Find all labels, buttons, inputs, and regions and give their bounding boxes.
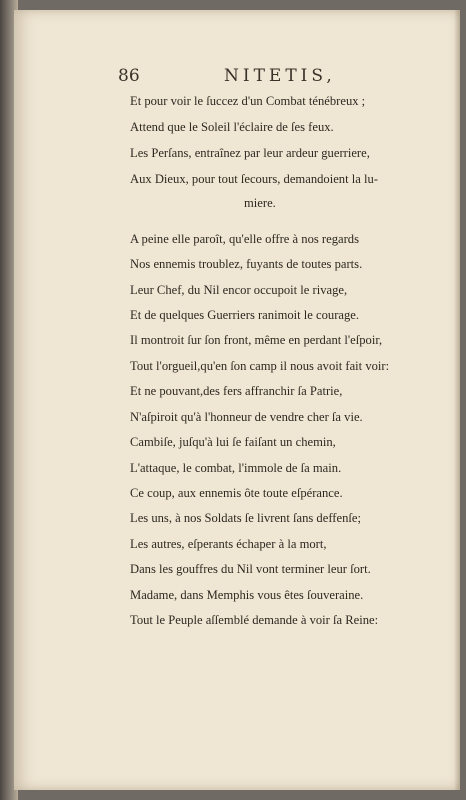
verse-line: L'attaque, le combat, l'immole de ſa main.	[130, 461, 342, 475]
verse-line: Madame, dans Memphis vous êtes ſouveraine.	[130, 588, 364, 602]
verse-line: Et pour voir le ſuccez d'un Combat ténébreux ;	[130, 94, 366, 108]
verse-line: Aux Dieux, pour tout ſecours, demandoient la lu-	[130, 172, 378, 186]
verse-line-continuation: miere.	[244, 196, 276, 210]
verse-line: N'aſpiroit qu'à l'honneur de vendre cher ſa vie.	[130, 410, 363, 424]
verse-line: Ce coup, aux ennemis ôte toute eſpérance.	[130, 486, 343, 500]
page-edge	[454, 10, 460, 790]
verse-line: Les Perſans, entraînez par leur ardeur guerriere,	[130, 146, 370, 160]
page-number: 86	[118, 66, 140, 86]
verse-line: A peine elle paroît, qu'elle offre à nos regards	[130, 232, 359, 246]
verse-line: Les uns, à nos Soldats ſe livrent ſans deffenſe;	[130, 511, 361, 525]
verse-line: Cambiſe, juſqu'à lui ſe faiſant un chemin,	[130, 435, 336, 449]
verse-line: Attend que le Soleil l'éclaire de ſes feux.	[130, 120, 334, 134]
verse-line: Dans les gouffres du Nil vont terminer leur ſort.	[130, 562, 371, 576]
verse-line: Tout l'orgueil,qu'en ſon camp il nous avoit fait voir:	[130, 359, 390, 373]
page-header	[118, 66, 368, 88]
running-title: NITETIS,	[224, 66, 336, 86]
verse-line: Et ne pouvant,des fers affranchir ſa Patrie,	[130, 384, 343, 398]
verse-line: Et de quelques Guerriers ranimoit le courage.	[130, 308, 360, 322]
verse-line: Il montroit ſur ſon front, même en perdant l'eſpoir,	[130, 333, 383, 347]
verse-line: Les autres, eſperants échaper à la mort,	[130, 537, 327, 551]
verse-line: Leur Chef, du Nil encor occupoit le rivage,	[130, 283, 348, 297]
verse-line: Tout le Peuple aſſemblé demande à voir ſa Reine:	[130, 613, 379, 627]
verse-line: Nos ennemis troublez, fuyants de toutes parts.	[130, 257, 363, 271]
